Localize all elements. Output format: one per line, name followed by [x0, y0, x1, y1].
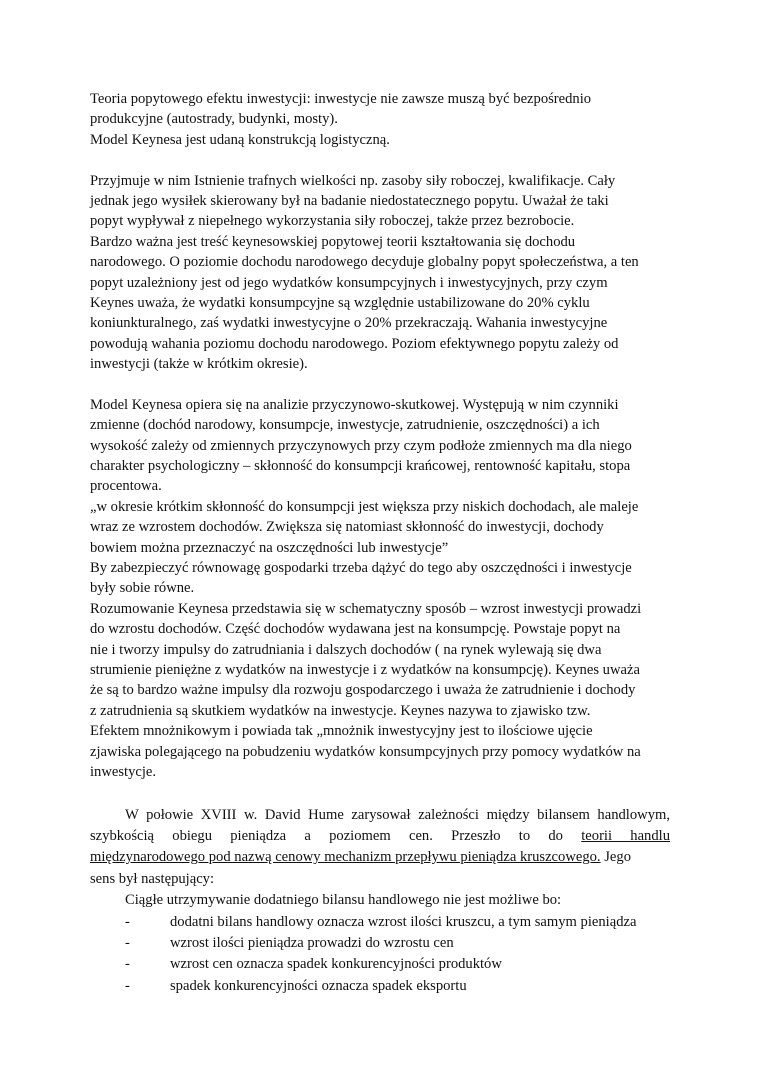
text-line	[90, 826, 670, 847]
text-line: do wzrostu dochodów. Część dochodów wydawana jest na konsumpcję. Powstaje popyt na	[90, 621, 621, 638]
bullet-list	[90, 912, 680, 998]
text-line: inwestycji (także w krótkim okresie).	[90, 356, 308, 373]
quote-line: wraz ze wzrostem dochodów. Zwiększa się natomiast skłonność do inwestycji, dochody	[90, 519, 604, 536]
text-line: powodują wahania poziomu dochodu narodowego. Poziom efektywnego popytu zależy od	[90, 335, 619, 352]
list-item	[90, 954, 680, 975]
text-line: By zabezpieczyć równowagę gospodarki trzeba dążyć do tego aby oszczędności i inwestycje	[90, 559, 632, 576]
text-line: Keynes uważa, że wydatki konsumpcyjne są względnie ustabilizowane do 20% cyklu	[90, 294, 590, 311]
paragraph-spacer	[90, 782, 680, 802]
list-item-text: wzrost cen oznacza spadek konkurencyjności produktów	[170, 956, 502, 973]
text-line: Teoria popytowego efektu inwestycji: inwestycje nie zawsze muszą być bezpośrednio	[90, 91, 592, 107]
list-item-text: wzrost ilości pieniądza prowadzi do wzrostu cen	[170, 935, 454, 952]
underlined-theory-link: międzynarodowego pod nazwą cenowy mechanizm przepływu pieniądza kruszcowego.	[90, 849, 601, 866]
paragraph-spacer	[90, 374, 680, 394]
quote-line: „w okresie krótkim skłonność do konsumpcji jest większa przy niskich dochodach, ale maleje	[90, 498, 639, 515]
dash-bullet-icon: -	[125, 935, 130, 952]
dash-bullet-icon: -	[125, 913, 130, 930]
text-line: inwestycje.	[90, 763, 157, 780]
text-line: zjawiska polegającego na pobudzeniu wydatków konsumpcyjnych przy pomocy wydatków na	[90, 743, 641, 760]
text-segment: Jego	[600, 849, 631, 866]
text-line: zmienne (dochód narodowy, konsumpcje, inwestycje, zatrudnienie, oszczędności) a ich	[90, 417, 600, 434]
text-line: Przyjmuje w nim Istnienie trafnych wielkości np. zasoby siły roboczej, kwalifikacje. Cały	[90, 172, 616, 189]
text-line: W połowie XVIII w. David Hume zarysował zależności między bilansem handlowym,	[125, 806, 670, 823]
paragraph-spacer	[90, 150, 680, 170]
text-line: popyt wypływał z niepełnego wykorzystania siły roboczej, także przez bezrobocie.	[90, 213, 575, 230]
text-line: jednak jego wysiłek skierowany był na badanie niedostatecznego popytu. Uważał że taki	[90, 192, 609, 209]
paragraph-intro	[90, 89, 680, 150]
text-line: Bardzo ważna jest treść keynesowskiej popytowej teorii kształtowania się dochodu	[90, 233, 576, 250]
text-line: sens był następujący:	[90, 870, 215, 887]
text-line: z zatrudnienia są skutkiem wydatków na inwestycje. Keynes nazywa to zjawisko tzw.	[90, 702, 591, 719]
list-item	[90, 912, 680, 933]
text-line: procentowa.	[90, 478, 162, 495]
text-line: były sobie równe.	[90, 580, 195, 597]
list-item-text: dodatni bilans handlowy oznacza wzrost ilości kruszcu, a tym samym pieniądza	[170, 913, 637, 930]
text-line: produkcyjne (autostrady, budynki, mosty).	[90, 111, 338, 128]
text-line: Model Keynesa opiera się na analizie przyczynowo-skutkowej. Występują w nim czynniki	[90, 396, 619, 413]
text-line: narodowego. O poziomie dochodu narodowego decyduje globalny popyt społeczeństwa, a ten	[90, 254, 639, 271]
text-line: że są to bardzo ważne impulsy dla rozwoju gospodarczego i uważa że zatrudnienie i dochody	[90, 682, 636, 699]
underlined-theory-link: teorii handlu	[581, 828, 670, 845]
list-item	[90, 933, 680, 954]
list-item-text: spadek konkurencyjności oznacza spadek eksportu	[170, 977, 467, 994]
text-line: strumienie pieniężne z wydatków na inwestycje i z wydatków na konsumpcję). Keynes uważa	[90, 661, 640, 678]
dash-bullet-icon: -	[125, 956, 130, 973]
dash-bullet-icon: -	[125, 977, 130, 994]
list-intro: Ciągłe utrzymywanie dodatniego bilansu handlowego nie jest możliwe bo:	[125, 892, 562, 909]
text-line: Model Keynesa jest udaną konstrukcją logistyczną.	[90, 131, 390, 148]
quote-line: bowiem można przeznaczyć na oszczędności lub inwestycje”	[90, 539, 449, 556]
text-line: popyt uzależniony jest od jego wydatków konsumpcyjnych i inwestycyjnych, przy czym	[90, 274, 608, 291]
text-line: Efektem mnożnikowym i powiada tak „mnożnik inwestycyjny jest to ilościowe ujęcie	[90, 723, 593, 740]
paragraph-hume	[90, 805, 680, 998]
text-line: Rozumowanie Keynesa przedstawia się w schematyczny sposób – wzrost inwestycji prowadzi	[90, 600, 642, 617]
paragraph-keynes-model	[90, 395, 680, 782]
text-segment: szybkością obiegu pieniądza a poziomem cen. Przeszło to do	[90, 828, 563, 845]
text-line: charakter psychologiczny – skłonność do konsumpcji krańcowej, rentowność kapitału, stopa	[90, 458, 631, 475]
list-item	[90, 976, 680, 997]
paragraph-keynes-demand	[90, 171, 680, 375]
text-line: wysokość zależy od zmiennych przyczynowych przy czym podłoże zmiennych ma dla niego	[90, 437, 632, 454]
document-page	[90, 89, 680, 997]
text-line	[90, 847, 680, 868]
text-line: nie i tworzy impulsy do zatrudniania i dalszych dochodów ( na rynek wylewają się dwa	[90, 641, 602, 658]
text-line: koniunkturalnego, zaś wydatki inwestycyjne o 20% przekraczają. Wahania inwestycyjne	[90, 315, 608, 332]
